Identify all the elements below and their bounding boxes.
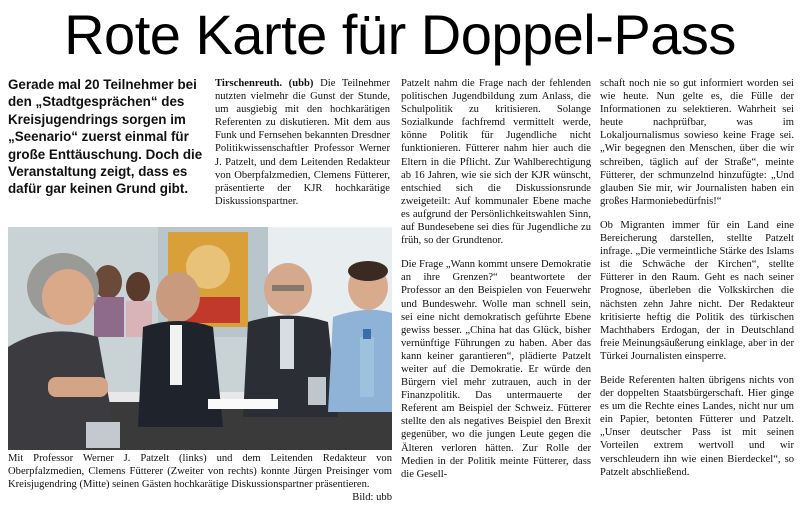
article-column-2 xyxy=(401,77,591,505)
headline: Rote Karte für Doppel-Pass xyxy=(64,3,736,66)
lead-paragraph: Gerade mal 20 Teilnehmer bei den „Stadtgesprächen“ des Kreisjugendrings sorgen im „Seenario“ zuerst einmal für große Enttäuschung. Doch die Veranstaltung zeigt, dass es dafür gar keinen Grund gibt. xyxy=(8,77,203,197)
article-column-1 xyxy=(215,77,390,227)
column2-paragraph-2: Die Frage „Wann kommt unsere Demokratie an ihre Grenzen?“ beantwortete der Professor an den Beispielen von Feuerwehr und Bundeswehr. Wolle man schnell sein, sei eine nicht demokratisch geführte Ebene gewiss besser. „China hat das Glück, bisher vernünftige Führungen zu haben. Aber das kann keiner garantieren“, plädierte Patzelt weiter auf die Demokratie. Er würde den Bürgern viel mehr zutrauen, auch in der Finanzpolitik. Das untermauerte der Referent am Beispiel der Schweiz. Fütterer stellte den als negatives Beispiel den Brexit gegenüber, wo die jungen Leute gegen die Älteren verloren hätten. Zur Rolle der Medien in der Politik meinte Fütterer, dass die Gesell- xyxy=(401,259,591,480)
column1-text: Die Teilnehmer nutzten vielmehr die Gunst der Stunde, um ausgiebig mit den hochkarätigen Referenten zu diskutieren. Mit dem aus Funk und Fernsehen bekannten Dresdner Politikwissenschaftler Professor Werner J. Patzelt, und dem Leitenden Redakteur von Oberpfalzmedien, Clemens Fütterer, präsentierte der KJR hochkarätige Diskussionspartner. xyxy=(215,78,390,207)
column3-paragraph-1: schaft noch nie so gut informiert worden sei wie heute. Nun gelte es, die Fülle der Informationen zu selektieren. Wahrheit sei heute nachprüfbar, was im Lokaljournalismus sowieso keine Frage sei. „Wir begegnen den Menschen, über die wir schreiben, täglich auf der Straße“, meinte Fütterer, der schmunzelnd hinzufügte: „Und glauben Sie mir, wir Journalisten haben ein großes Harmoniebedürfnis!“ xyxy=(600,78,794,207)
photo-credit: Bild: ubb xyxy=(352,492,392,504)
article-photo xyxy=(8,227,392,450)
column3-paragraph-2: Ob Migranten immer für ein Land eine Bereicherung darstellen, stellte Patzelt infrage. „Die vermeintliche Stärke des Islams ist die Schwäche der Kirchen“, stellte Fütterer in den Raum. Geht es nach seiner Prognose, überleben die Volkskirchen die nächsten zehn Jahre nicht. Der Redakteur kritisierte heftig die Politik des türkischen Machthabers Erdogan, der in Deutschland freie Meinungsäußerung einklage, aber in der Türkei Journalisten einsperre. xyxy=(600,219,794,362)
photo-caption xyxy=(8,452,392,504)
column3-paragraph-3: Beide Referenten halten übrigens nichts von der doppelten Staatsbürgerschaft. Hier ginge es um die Rechte eines Landes, nicht nur um ein Papier, betonten Fütterer und Patzelt. „Unser deutscher Pass ist mit seinen Vorteilen extrem wertvoll und wir verschleudern ihn wie einen Bierdeckel“, so Patzelt abschließend. xyxy=(600,374,794,478)
caption-text: Mit Professor Werner J. Patzelt (links) und dem Leitenden Redakteur von Oberpfalzmedien, Clemens Fütterer (Zweiter von rechts) konnte Jürgen Preisinger vom Kreisjugendring (Mitte) seinen Gästen hochkarätige Diskussionspartner präsentieren. xyxy=(8,453,392,491)
column2-paragraph-1: Patzelt nahm die Frage nach der fehlenden politischen Jugendbildung zum Anlass, die Schulpolitik zu kritisieren. Solange Sozialkunde fachfremd vermittelt werde, könne Politik für Jugendliche nicht funktionieren. Fütterer nahm hier auch die Eltern in die Pflicht. Zur Wahlberechtigung ab 16 Jahren, wie sie sich der KJR wünscht, entschied sich die Diskussionsrunde zweigeteilt: Auf kommunaler Ebene mache es aufgrund der Persönlichkeitswahlen Sinn, auf Bundesebene sei dies für Jugendliche zu früh, so der Grundtenor. xyxy=(401,78,591,247)
article-column-3 xyxy=(600,77,794,505)
dateline: Tirschenreuth. (ubb) xyxy=(215,78,314,89)
column1-paragraph xyxy=(215,77,390,208)
